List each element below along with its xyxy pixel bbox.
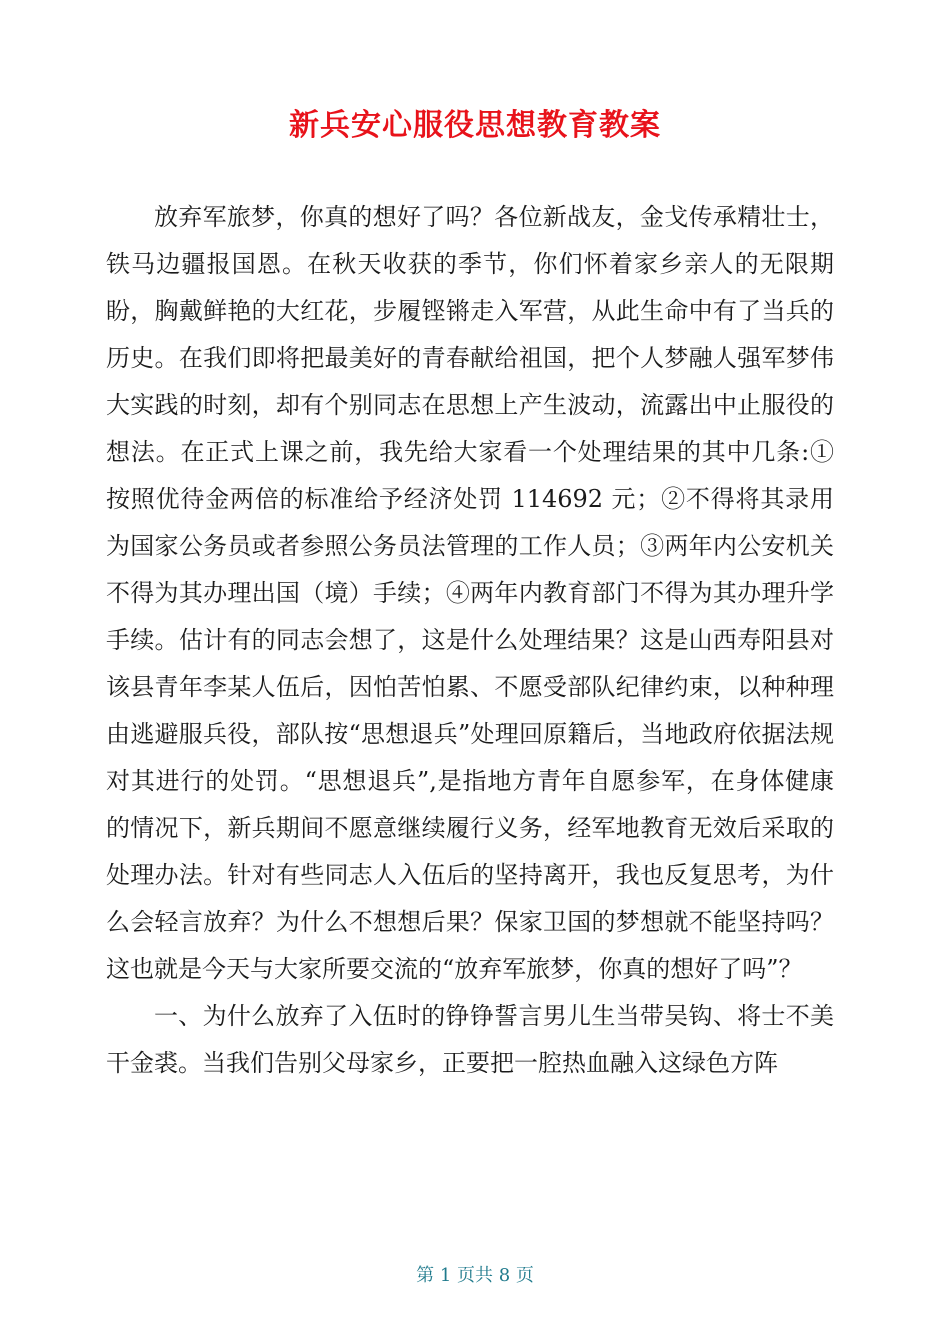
body-paragraph-2: 一、为什么放弃了入伍时的铮铮誓言男儿生当带吴钩、将士不美干金裘。当我们告别父母家乡，正要把一腔热血融入这绿色方阵	[106, 1002, 834, 1077]
document-title: 新兵安心服役思想教育教案	[289, 108, 661, 143]
document-body	[106, 194, 834, 1087]
page-footer: 第 1 页共 8 页	[416, 1265, 534, 1286]
body-paragraph-1: 放弃军旅梦，你真的想好了吗？各位新战友，金戈传承精壮士，铁马边疆报国恩。在秋天收获的季节，你们怀着家乡亲人的无限期盼，胸戴鲜艳的大红花，步履铿锵走入军营，从此生命中有了当兵的历史。在我们即将把最美好的青春献给祖国，把个人梦融人强军梦伟大实践的时刻，却有个别同志在思想上产生波动，流露出中止服役的想法。在正式上课之前，我先给大家看一个处理结果的其中几条:① 按照优待金两倍的标准给予经济处罚 114692 元；②不得将其录用为国家公务员或者参照公务员法管理的工作人员；③两年内公安机关不得为其办理出国（境）手续；④两年内教育部门不得为其办理升学手续。估计有的同志会想了，这是什么处理结果？这是山西寿阳县对该县青年李某人伍后，因怕苦怕累、不愿受部队纪律约束，以种种理由逃避服兵役，部队按“思想退兵”处理回原籍后，当地政府依据法规对其进行的处罚。“思想退兵”,是指地方青年自愿参军，在身体健康的情况下，新兵期间不愿意继续履行义务，经军地教育无效后采取的处理办法。针对有些同志人入伍后的坚持离开，我也反复思考，为什么会轻言放弃？为什么不想想后果？保家卫国的梦想就不能坚持吗？这也就是今天与大家所要交流的“放弃军旅梦，你真的想好了吗”？	[106, 203, 834, 983]
